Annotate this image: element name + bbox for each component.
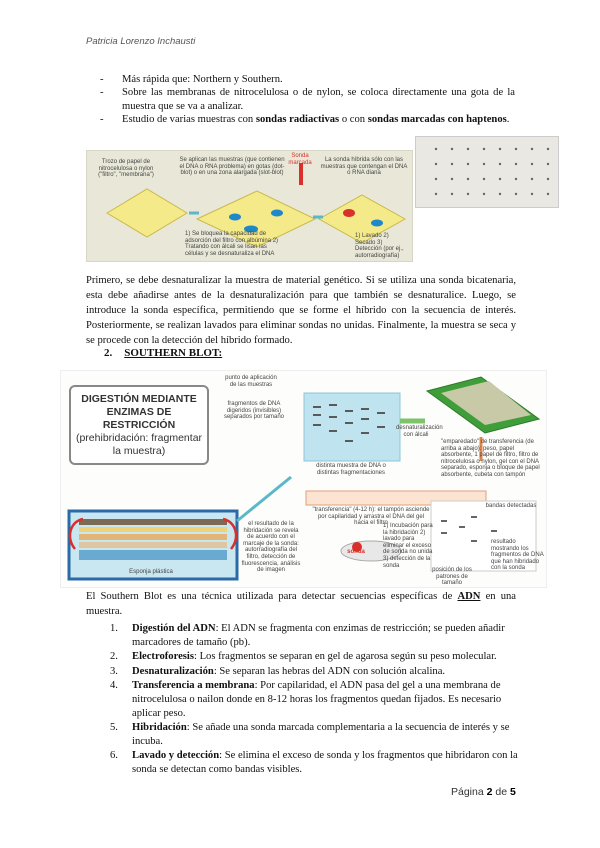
dot-grid [416,137,558,207]
bullet-item [100,73,515,86]
label-probe: Sonda marcada [288,153,312,166]
arrow [237,477,291,521]
bullet-dash: - [100,74,104,85]
step-title: Transferencia a membrana [132,680,255,692]
label-bands: bandas detectadas [485,503,537,509]
bullet-text: . [506,113,510,125]
step-desc: : Los fragmentos se separan en gel de agarosa según su peso molecular. [193,651,497,663]
gel-block [304,393,400,461]
label-probe: sonda [347,549,365,555]
bullet-dash: - [100,87,104,99]
membrane-shape-1 [107,189,187,237]
label-position: posición de los patrones de tamaño [432,567,472,587]
sponge-layer [79,550,227,560]
step-desc: : Por capilaridad, el ADN pasa del gel a una membrana de nitrocelulosa o nailon donde en 8-12 horas los fragmentos quedan fijados. Es necesario aplicar peso. [132,680,502,719]
bullet-text: Estudio de varias muestras con [122,113,256,125]
label-result: el resultado de la hibridación se revela de acuerdo con el marcaje de la sonda: autorradiografía del filtro, detección de fluorescencia, análisis de imagen [241,521,301,574]
paragraph-dot-blot: Primero, se debe desnaturalizar la muestra de material genético. Si se utiliza una sonda bicatenaria, esta debe añadirse antes de la desnaturalización para que también se desnaturalice. Luego, se introduce la sonda específica, permitiendo que se forme el híbrido con la secuencia de interés. Posteriormente, se realizan lavados para eliminar sondas no unidas. Finalmente, la muestra se seca y se procede con la detección del híbrido formado. [86,275,516,346]
dot-blot-diagram [86,150,413,262]
label-distinct: distinta muestra de DNA o distintas fragmentaciones [316,463,386,476]
list-item [110,749,520,776]
step-number: 6. [110,750,118,762]
header-author: Patricia Lorenzo Inchausti [86,36,196,47]
bullet-bold: sondas radiactivas [255,113,340,125]
section-number: 2. [104,347,113,359]
digestion-subtitle: (prehibridación: fragmentar la muestra) [75,432,203,457]
paper-layer [79,527,227,532]
bullet-text: Más rápida que: Northern y Southern. [122,74,283,85]
section-heading [104,347,222,359]
list-item [110,622,520,649]
page-footer [451,786,516,798]
footer-de: de [495,786,508,798]
list-item [110,721,520,748]
sample-dot [229,214,241,221]
digestion-title: DIGESTIÓN MEDIANTE ENZIMAS DE RESTRICCIÓN [81,393,197,431]
label-transfer: "transferencia" (4-12 h): el tampón asciende por capilaridad y arrastra el DNA del gel hacia el filtro [312,507,430,527]
label-apply: Se aplican las muestras (que contienen el DNA o RNA problema) en gotas (dot-blot) o en una zona alargada (slot-blot) [179,157,285,177]
label-fragments: fragmentos de DNA digeridos (invisibles) separados por tamaño [223,401,285,421]
step-title: Desnaturalización [132,665,214,677]
step-number: 1. [110,623,118,634]
step-number: 5. [110,722,118,734]
footer-total: 5 [510,786,516,798]
bullet-bold: sondas marcadas con haptenos [367,113,507,125]
step-title: Electroforesis [132,651,194,663]
paragraph-southern [86,589,516,619]
step-number: 3. [110,665,118,677]
filter-layer [79,534,227,540]
bullet-item [100,86,515,113]
list-item [110,665,520,679]
para-bold: ADN [457,591,481,602]
label-result-2: resultado mostrando los fragmentos de DNA que han hibridado con la sonda [491,539,544,572]
southern-blot-diagram [60,370,547,588]
list-item [110,650,520,664]
label-steps-a: 1) Se bloquea la capacidad de adsorción del filtro con albúmina 2) Tratando con álcali se lisan las células y se desnaturaliza el DNA [185,231,279,257]
gel-layer [79,542,227,548]
bullet-list [100,73,515,126]
step-desc: : El ADN se fragmenta con enzimas de restricción; se pueden añadir marcadores de tamaño (pb). [132,623,505,648]
para-text: El Southern Blot es una técnica utilizada para detectar secuencias específicas de [86,591,458,602]
label-steps-b: 1) Lavado 2) Secado 3) Detección (por ej., autorradiografía) [355,233,404,259]
footer-word: Página [451,786,484,798]
label-steps: 1) Incubación para la hibridación 2) lavado para eliminar el exceso de sonda no unida 3) detección de la sonda [383,523,433,569]
footer-current: 2 [486,786,493,798]
label-bottom: Esponja plástica [129,569,173,575]
label-paper: Trozo de papel de nitrocelulosa o nylon ("filtro", "membrana") [98,159,154,179]
label-sandwich: "emparedado" de transferencia (de arriba a abajo): peso, papel absorbente, 1 papel de filtro, filtro de nitrocelulosa o nylon, gel con el DNA separado, esponja o bloque de papel absorbente, cubeta con tampón [441,439,540,478]
list-item [110,679,520,720]
sample-dot [271,210,283,217]
dot-blot-photo [415,136,559,208]
steps-list [110,622,520,778]
step-number: 4. [110,680,118,692]
label-denaturation: desnaturalización con álcali [396,425,443,438]
step-desc: : Se elimina el exceso de sonda y los fragmentos que hibridaron con la sonda se detectan como bandas visibles. [132,750,518,775]
bullet-text: o con [339,113,368,125]
step-title: Lavado y detección [132,750,220,762]
hybrid-dot [343,209,355,217]
para-text: en una muestra. [86,591,516,617]
bullet-item [100,113,515,126]
bullet-dash: - [100,113,104,125]
step-title: Digestión del ADN [132,623,216,634]
weight-layer [79,519,227,525]
sample-dot [371,220,383,227]
bullet-text: Sobre las membranas de nitrocelulosa o de nylon, se coloca directamente una gota de la muestra que se va a analizar. [122,87,515,112]
step-desc: : Se separan las hebras del ADN con solución alcalina. [213,665,446,677]
step-title: Hibridación [132,722,187,734]
probe-tube [299,163,303,185]
label-well: punto de aplicación de las muestras [225,375,277,388]
section-title: SOUTHERN BLOT: [124,347,223,359]
step-desc: : Se añade una sonda marcada complementaria a la secuencia de interés y se incuba. [132,722,510,747]
southern-blot-illustration [61,371,546,587]
step-number: 2. [110,651,118,663]
label-hybrid: La sonda híbrida sólo con las muestras que contengan el DNA o RNA diana [320,157,408,177]
